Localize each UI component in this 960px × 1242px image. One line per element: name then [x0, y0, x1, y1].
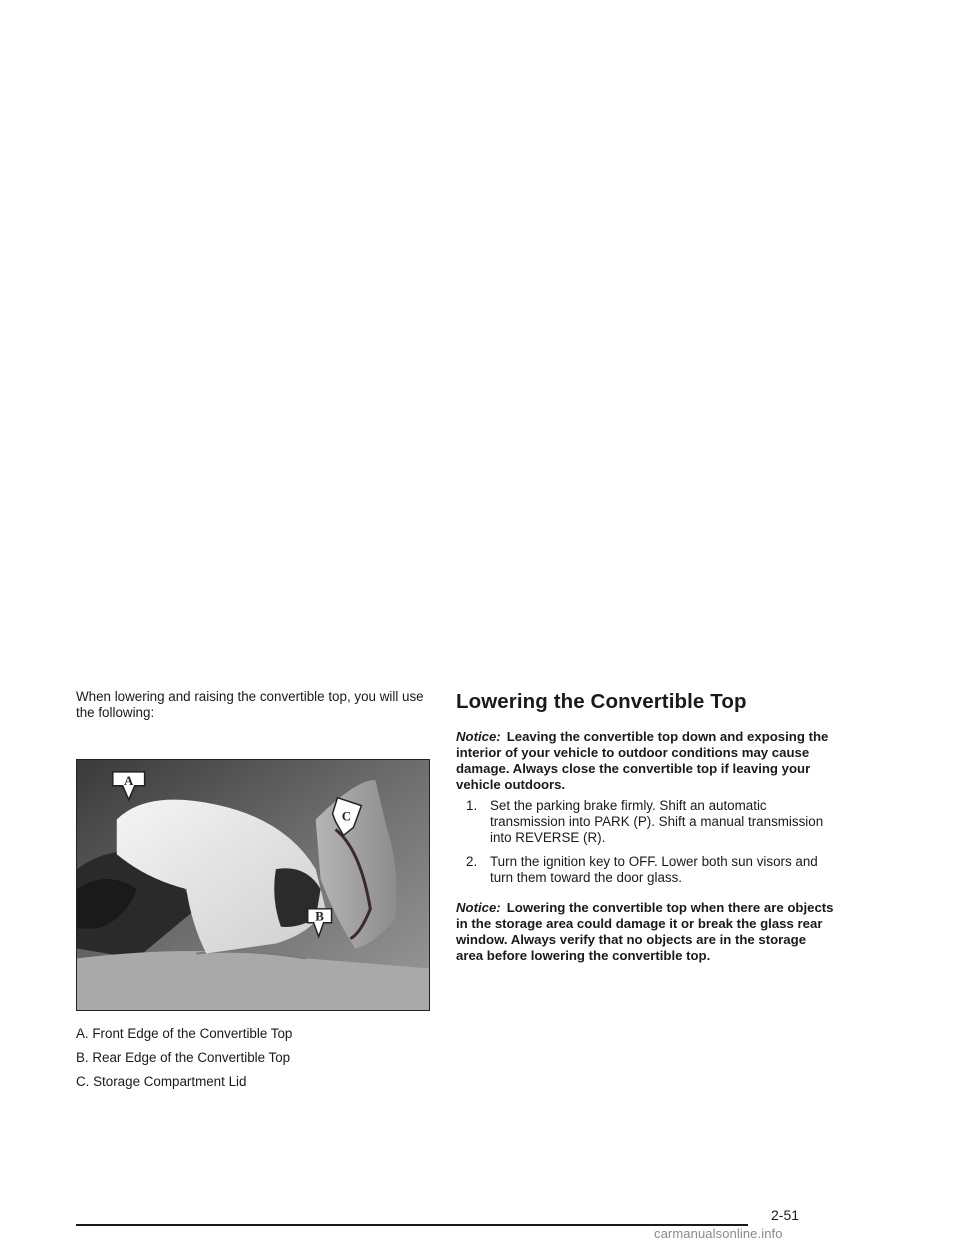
page-number: 2-51 [771, 1207, 800, 1223]
notice-text: Lowering the convertible top when there are objects in the storage area could damage it or break the glass rear window. Always verify that no objects are in the storage area before lowering the convertible top. [456, 900, 834, 963]
legend-item-a: A. Front Edge of the Convertible Top [76, 1026, 293, 1041]
step-text: Set the parking brake firmly. Shift an automatic transmission into PARK (P). Shift a manual transmission into REVERSE (R). [490, 798, 824, 845]
notice-storage-outdoors [456, 729, 836, 793]
figure-legend [76, 1026, 432, 1098]
watermark: carmanualsonline.info [654, 1226, 783, 1241]
procedure-steps [456, 798, 836, 886]
notice-label: Notice: [456, 729, 501, 744]
left-column [76, 689, 432, 1089]
legend-item-b: B. Rear Edge of the Convertible Top [76, 1050, 291, 1065]
section-title: Lowering the Convertible Top [456, 690, 747, 713]
convertible-top-photo [76, 759, 430, 1011]
legend-item-c: C. Storage Compartment Lid [76, 1074, 247, 1089]
notice-label: Notice: [456, 900, 501, 915]
step-item [466, 854, 836, 886]
svg-text:B: B [315, 908, 324, 924]
notice-text: Leaving the convertible top down and exposing the interior of your vehicle to outdoor conditions may cause damage. Always close the convertible top if leaving your vehicle outdoors. [456, 729, 829, 792]
step-number: 2. [466, 854, 478, 869]
step-item [466, 798, 836, 846]
notice-storage-objects [456, 900, 836, 964]
step-number: 1. [466, 798, 478, 813]
right-column [456, 689, 836, 964]
footer-rule [76, 1224, 748, 1226]
convertible-top-illustration [77, 760, 429, 1010]
intro-paragraph: When lowering and raising the convertible top, you will use the following: [76, 689, 424, 720]
svg-text:A: A [124, 772, 134, 788]
step-text: Turn the ignition key to OFF. Lower both sun visors and turn them toward the door glass. [490, 854, 818, 885]
svg-text:C: C [341, 808, 352, 824]
